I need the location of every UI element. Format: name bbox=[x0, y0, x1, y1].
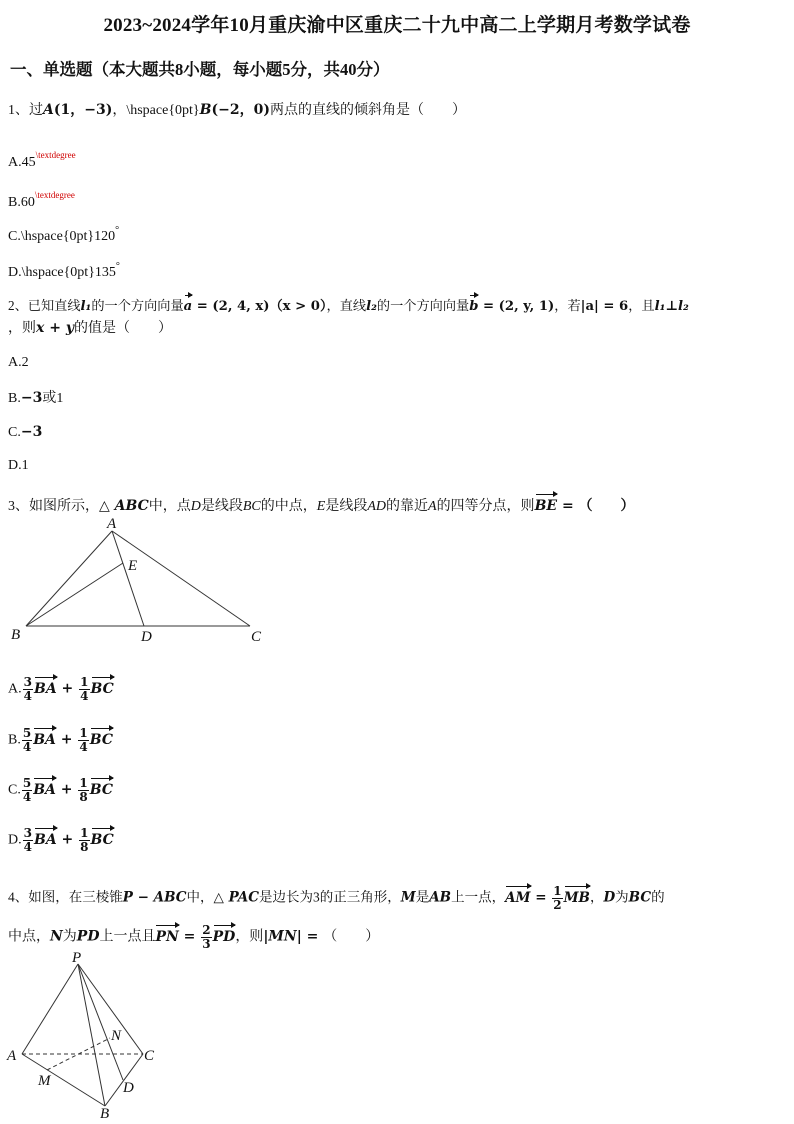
question-4-stem-line2: 中点，N为PD上一点且PN = $\frac{2}{3}$ PD，则|MN| = （ ） bbox=[8, 923, 380, 951]
label-b: B bbox=[11, 627, 21, 643]
label-b: B bbox=[100, 1106, 110, 1120]
label-c: C bbox=[251, 629, 262, 645]
section-heading: 一、单选题（本大题共8小题，每小题5分，共40分） bbox=[10, 60, 390, 79]
q2-option-d: D.1 bbox=[8, 458, 29, 473]
q1-option-c: C.\hspace{0pt}120° bbox=[8, 225, 120, 244]
label-m: M bbox=[38, 1073, 51, 1089]
segment-ad bbox=[112, 531, 144, 626]
label-e: E bbox=[128, 558, 138, 574]
segment-pd bbox=[78, 964, 123, 1080]
q2-option-c: C.−3 bbox=[8, 424, 43, 440]
edge-ab bbox=[22, 1054, 105, 1106]
label-d: D bbox=[123, 1080, 134, 1096]
exam-title: 2023~2024学年10月重庆渝中区重庆二十九中高二上学期月考数学试卷 bbox=[103, 15, 691, 36]
q3-option-b: B. $\frac{5}{4}$ BA + $\frac{1}{4}$ BC bbox=[8, 726, 113, 754]
question-3-stem: 3、如图所示，△ ABC中，点D是线段BC的中点，E是线段AD的靠近A的四等分点，则BE = （ ） bbox=[8, 498, 635, 514]
question-2-stem-line1: 2、已知直线l₁的一个方向向量a = (2, 4, x)（x > 0），直线l₂的一个方向向量b = (2, y, 1)，若|a| = 6，且l₁⊥l₂ bbox=[8, 296, 689, 317]
edge-pb bbox=[78, 964, 105, 1106]
label-c: C bbox=[144, 1048, 155, 1064]
label-a: A bbox=[107, 516, 117, 532]
label-n: N bbox=[111, 1028, 122, 1044]
q2-option-a: A.2 bbox=[8, 355, 29, 370]
question-2-stem-line2: ，则x + y的值是（ ） bbox=[8, 320, 172, 336]
q3-option-c: C. $\frac{5}{4}$ BA + $\frac{1}{8}$ BC bbox=[8, 776, 113, 804]
label-d: D bbox=[141, 629, 152, 645]
q1-option-b: $B.60^{\backslash textdegree}$ bbox=[8, 190, 75, 210]
pyramid-figure bbox=[4, 950, 164, 1120]
q3-option-a: A. $\frac{3}{4}$ BA + $\frac{1}{4}$ BC bbox=[8, 675, 114, 703]
q1-option-a: $A.45^{\backslash textdegree}$ bbox=[8, 150, 76, 170]
edge-ac bbox=[112, 531, 250, 626]
q2-option-b: B.−3或1 bbox=[8, 390, 64, 406]
triangle-figure bbox=[8, 515, 278, 645]
question-4-stem-line1: 4、如图，在三棱锥P − ABC中，△ PAC是边长为3的正三角形，M是AB上一点，AM = $\frac{1}{2}$ MB，D为BC的 bbox=[8, 884, 665, 912]
q1-option-d: D.\hspace{0pt}135° bbox=[8, 261, 120, 280]
label-a: A bbox=[7, 1048, 17, 1064]
question-1-stem: 1、过A(1，−3)，\hspace{0pt}B(−2，0)两点的直线的倾斜角是（ ） bbox=[8, 102, 466, 118]
edge-pa bbox=[22, 964, 78, 1054]
q3-option-d: D. $\frac{3}{4}$ BA + $\frac{1}{8}$ BC bbox=[8, 826, 114, 854]
label-p: P bbox=[72, 950, 82, 966]
